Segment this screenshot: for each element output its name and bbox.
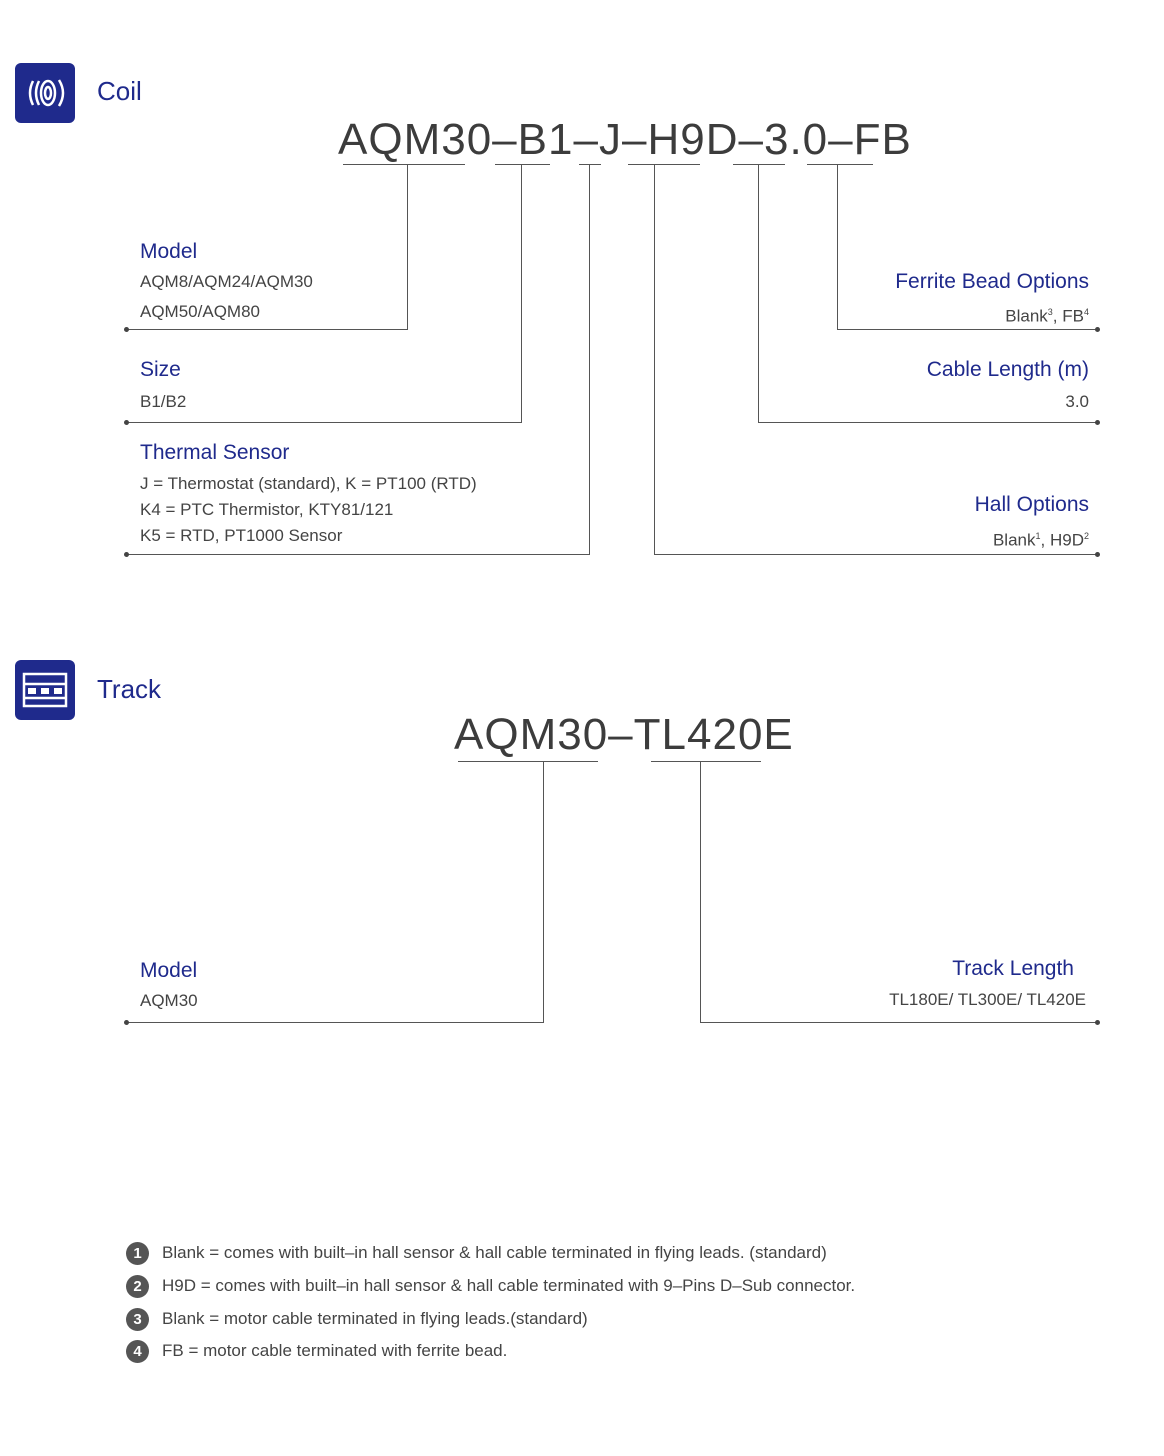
track-model-title: Model <box>140 959 198 982</box>
footnote-ref: 2 <box>1083 531 1089 541</box>
code-size: B1 <box>517 115 574 164</box>
code-cable: 3.0 <box>763 115 829 164</box>
cable-value: 3.0 <box>1065 392 1089 411</box>
code-model: AQM30 <box>454 710 609 759</box>
cable-title: Cable Length (m) <box>926 358 1089 381</box>
coil-section-title: Coil <box>97 76 142 106</box>
code-track-length: TL420E <box>633 710 794 759</box>
code-dash: – <box>492 115 518 164</box>
model-line-1: AQM8/AQM24/AQM30 <box>140 272 313 291</box>
connector-model-h <box>126 329 408 330</box>
code-ferrite: FB <box>853 115 912 164</box>
connector-track-model-h <box>126 1022 544 1023</box>
code-dash: – <box>608 710 634 759</box>
footnote-ref: 4 <box>1083 307 1089 317</box>
ferrite-blank: Blank <box>1005 306 1048 326</box>
connector-cable-h <box>758 422 1098 423</box>
connector-dot <box>124 552 129 557</box>
connector-track-model <box>543 762 544 1022</box>
hall-title: Hall Options <box>974 493 1089 516</box>
connector-dot <box>124 420 129 425</box>
code-dash: – <box>828 115 854 164</box>
note-number-2: 2 <box>126 1275 149 1298</box>
connector-cable <box>758 165 759 422</box>
underline-thermal <box>579 164 601 165</box>
thermal-line-1: J = Thermostat (standard), K = PT100 (RTD) <box>140 474 477 493</box>
code-dash: – <box>573 115 599 164</box>
hall-blank: Blank <box>992 530 1036 550</box>
coil-icon <box>15 63 75 123</box>
connector-dot <box>1095 552 1100 557</box>
hall-h9d: H9D <box>1049 530 1084 550</box>
underline-ferrite <box>807 164 873 165</box>
footnote-ref: 1 <box>1035 531 1041 541</box>
track-section-title: Track <box>97 674 162 704</box>
thermal-line-3: K5 = RTD, PT1000 Sensor <box>140 526 343 545</box>
underline-track-length <box>651 761 761 762</box>
connector-model <box>407 165 408 329</box>
underline-model <box>343 164 465 165</box>
track-part-number <box>454 710 794 760</box>
note-number-3: 3 <box>126 1308 149 1331</box>
connector-ferrite <box>837 165 838 329</box>
ferrite-fb: FB <box>1062 306 1084 326</box>
connector-size-h <box>126 422 522 423</box>
track-icon <box>15 660 75 720</box>
connector-thermal <box>589 165 590 554</box>
connector-dot <box>1095 420 1100 425</box>
underline-cable <box>733 164 785 165</box>
connector-size <box>521 165 522 422</box>
footnote-ref: 3 <box>1047 307 1053 317</box>
note-2: H9D = comes with built–in hall sensor & hall cable terminated with 9–Pins D–Sub connector. <box>162 1276 856 1295</box>
hall-value: Blank$^1$, $H9D^2$ <box>992 530 1089 550</box>
thermal-title: Thermal Sensor <box>140 441 290 464</box>
note-3: Blank = motor cable terminated in flying leads.(standard) <box>162 1309 588 1328</box>
connector-thermal-h <box>126 554 590 555</box>
track-length-title: Track Length <box>952 957 1074 980</box>
code-thermal: J <box>598 115 622 164</box>
track-model-value: AQM30 <box>140 991 198 1010</box>
connector-hall <box>654 165 655 554</box>
connector-dot <box>1095 1020 1100 1025</box>
ferrite-title: Ferrite Bead Options <box>895 270 1089 293</box>
note-1: Blank = comes with built–in hall sensor & hall cable terminated in flying leads. (standard) <box>162 1243 827 1262</box>
code-dash: – <box>738 115 764 164</box>
ferrite-value: Blank$^3$, $FB^4$ <box>1005 306 1089 326</box>
note-number-4: 4 <box>126 1340 149 1363</box>
code-dash: – <box>621 115 648 164</box>
coil-part-number <box>338 115 912 165</box>
size-title: Size <box>140 358 181 381</box>
underline-size <box>495 164 550 165</box>
underline-hall <box>628 164 700 165</box>
code-model: AQM30 <box>338 115 493 164</box>
size-value: B1/B2 <box>140 392 187 411</box>
connector-dot <box>124 327 129 332</box>
connector-track-length <box>700 762 701 1022</box>
connector-dot <box>1095 327 1100 332</box>
model-title: Model <box>140 240 198 263</box>
connector-track-length-h <box>700 1022 1098 1023</box>
note-number-1: 1 <box>126 1242 149 1265</box>
connector-hall-h <box>654 554 1098 555</box>
track-length-value: TL180E/ TL300E/ TL420E <box>889 990 1086 1009</box>
code-hall: H9D <box>647 115 739 164</box>
note-4: FB = motor cable terminated with ferrite bead. <box>162 1341 508 1360</box>
underline-track-model <box>458 761 598 762</box>
model-line-2: AQM50/AQM80 <box>140 302 260 321</box>
thermal-line-2: K4 = PTC Thermistor, KTY81/121 <box>140 500 394 519</box>
connector-dot <box>124 1020 129 1025</box>
